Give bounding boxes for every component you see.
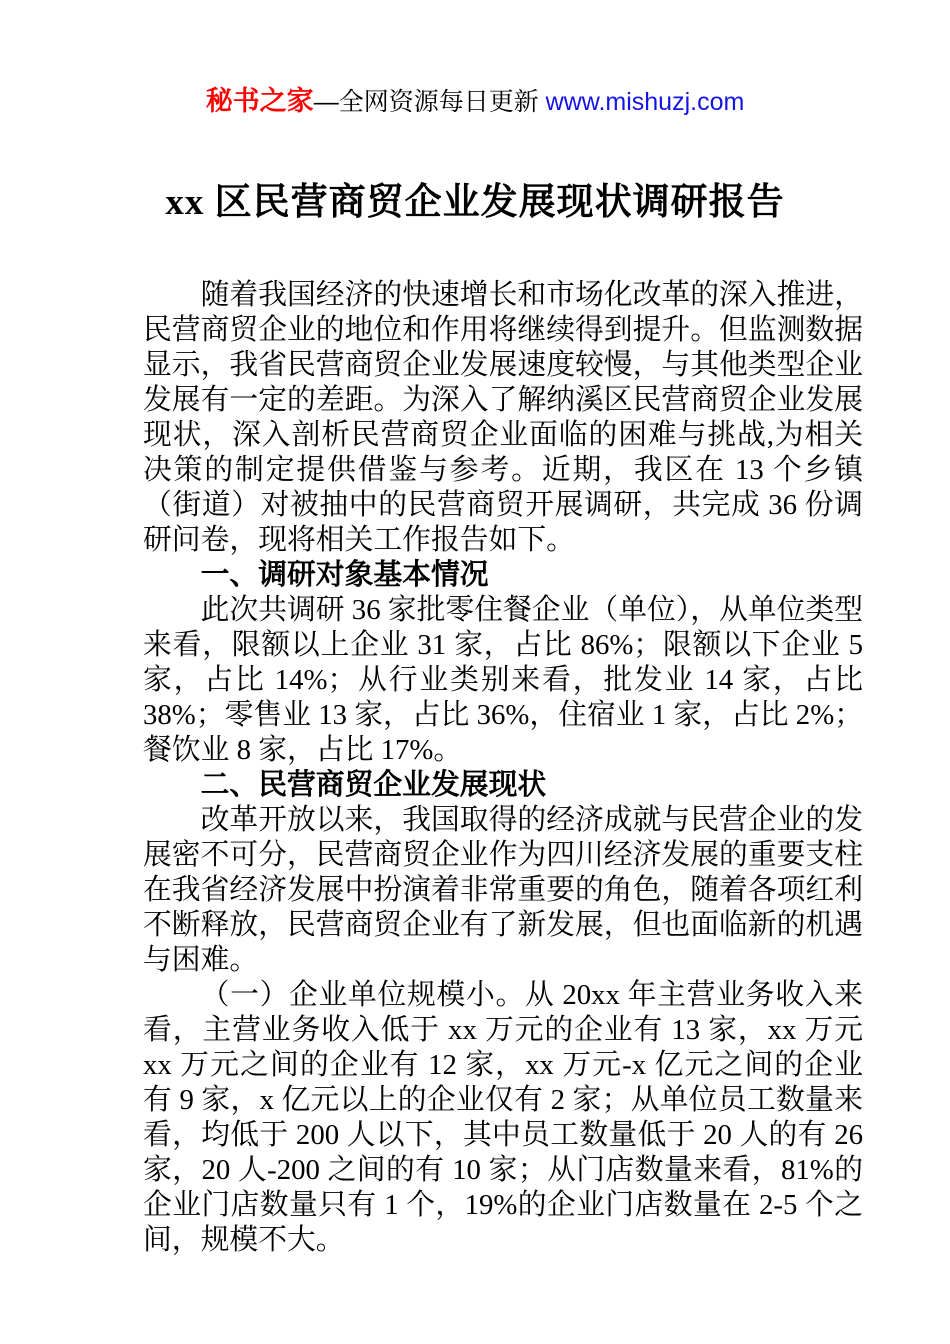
paragraph: （一）企业单位规模小。从 20xx 年主营业务收入来看，主营业务收入低于 xx 万元的企业有 13 家，xx 万元 xx 万元之间的企业有 12 家，xx 万元-x 亿元之间的企业有 9 家，x 亿元以上的企业仅有 2 家；从单位员工数量来看，均低于 200 人以下，其中员工数量低于 20 人的有 26 家，20 人-200 之间的有 10 家；从门店数量来看，81%的企业门店数量只有 1 个，19%的企业门店数量在 2-5 个之间，规模不大。: [143, 979, 863, 1256]
header-tagline: 全网资源每日更新: [338, 88, 539, 116]
paragraph: 此次共调研 36 家批零住餐企业（单位），从单位类型来看，限额以上企业 31 家，占比 86%；限额以下企业 5 家，占比 14%；从行业类别来看，批发业 14 家，占比 38%；零售业 13 家，占比 36%，住宿业 1 家，占比 2%；餐饮业 8 家，占比 17%。: [143, 594, 863, 766]
section-heading: 一、调研对象基本情况: [200, 559, 489, 591]
site-header: [0, 85, 950, 118]
paragraph: 随着我国经济的快速增长和市场化改革的深入推进，民营商贸企业的地位和作用将继续得到提升。但监测数据显示，我省民营商贸企业发展速度较慢，与其他类型企业发展有一定的差距。为深入了解纳溪区民营商贸企业发展现状，深入剖析民营商贸企业面临的困难与挑战,为相关决策的制定提供借鉴与参考。近期，我区在 13 个乡镇（街道）对被抽中的民营商贸开展调研，共完成 36 份调研问卷，现将相关工作报告如下。: [143, 279, 863, 556]
header-dash: —: [313, 88, 339, 116]
section-heading: 二、民营商贸企业发展现状: [200, 769, 547, 801]
document-title: xx 区民营商贸企业发展现状调研报告: [165, 182, 785, 223]
paragraph: 改革开放以来，我国取得的经济成就与民营企业的发展密不可分，民营商贸企业作为四川经济发展的重要支柱在我省经济发展中扮演着非常重要的角色，随着各项红利不断释放，民营商贸企业有了新发展，但也面临新的机遇与困难。: [143, 804, 863, 976]
site-brand: 秘书之家: [205, 86, 314, 116]
site-url-link[interactable]: www.mishuzj.com: [545, 88, 745, 116]
document-body: [143, 278, 863, 1258]
